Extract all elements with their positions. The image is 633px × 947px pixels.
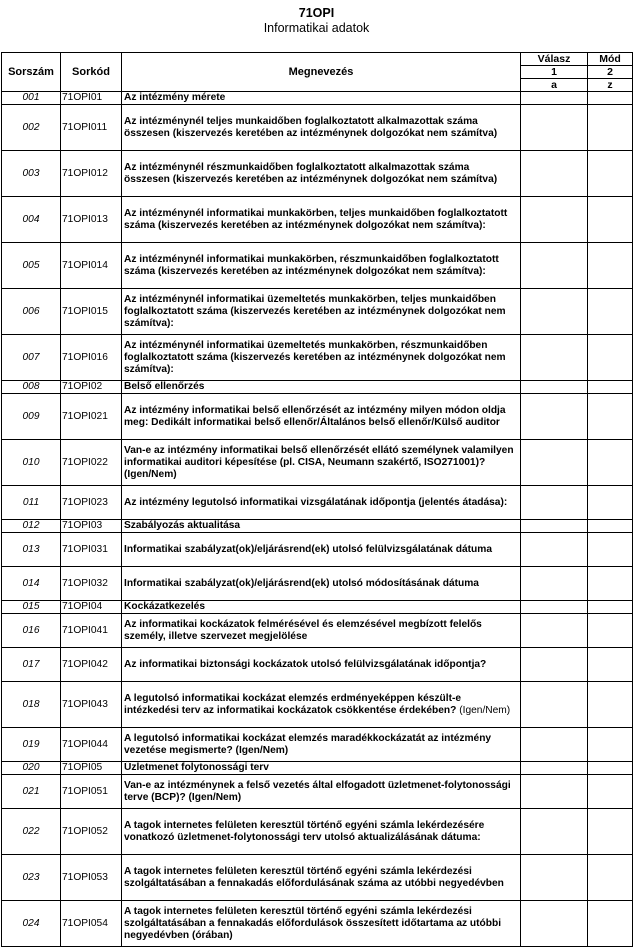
- row-sorszam: 021: [2, 775, 61, 809]
- row-sorkod: 71OPI02: [61, 381, 122, 394]
- row-megnevezes-text: Az intézménynél teljes munkaidőben foglalkoztatott alkalmazottak száma összesen (kiszervezés keretében az intézménynek dolgozókat nem számítva): [124, 115, 498, 139]
- row-megnevezes: [122, 335, 521, 381]
- row-megnevezes: [122, 394, 521, 440]
- row-mod-cell[interactable]: [588, 533, 633, 567]
- row-valasz-cell[interactable]: [521, 648, 588, 682]
- row-mod-cell[interactable]: [588, 809, 633, 855]
- row-mod-cell[interactable]: [588, 901, 633, 947]
- row-mod-cell[interactable]: [588, 567, 633, 601]
- row-valasz-cell[interactable]: [521, 682, 588, 728]
- row-megnevezes: [122, 775, 521, 809]
- row-valasz-cell[interactable]: [521, 440, 588, 486]
- row-valasz-cell[interactable]: [521, 855, 588, 901]
- row-megnevezes-text: Az intézmény informatikai belső ellenőrzését az intézmény milyen módon oldja meg: Dedikált informatikai belső ellenőr/Általános belső ellenőr/Külső auditor: [124, 404, 506, 428]
- row-mod-cell[interactable]: [588, 682, 633, 728]
- header-megnevezes: Megnevezés: [122, 53, 521, 92]
- row-megnevezes-text: A legutolsó informatikai kockázat elemzés maradékkockázatát az intézmény vezetése megismerte? (Igen/Nem): [124, 732, 492, 756]
- row-valasz-cell[interactable]: [521, 197, 588, 243]
- row-megnevezes: [122, 648, 521, 682]
- row-sorkod: 71OPI054: [61, 901, 122, 947]
- table-row: [2, 381, 633, 394]
- row-sorkod: 71OPI051: [61, 775, 122, 809]
- row-sorszam: 004: [2, 197, 61, 243]
- row-sorkod: 71OPI04: [61, 601, 122, 614]
- header-mod-number: 2: [588, 66, 633, 79]
- row-valasz-cell[interactable]: [521, 533, 588, 567]
- table-row: [2, 855, 633, 901]
- row-megnevezes-text: Az intézménynél informatikai üzemeltetés munkakörben, részmunkaidőben foglalkoztatott száma (kiszervezés keretében az intézménynek dolgozókat nem számítva):: [124, 339, 506, 375]
- row-valasz-cell[interactable]: [521, 381, 588, 394]
- row-sorszam: 008: [2, 381, 61, 394]
- row-valasz-cell[interactable]: [521, 901, 588, 947]
- row-megnevezes-text: A tagok internetes felületen keresztül történő egyéni számla lekérdezésére vonatkozó üzletmenet-folytonossági terv utolsó aktualizálásának dátuma:: [124, 819, 485, 843]
- row-sorkod: 71OPI053: [61, 855, 122, 901]
- table-row: [2, 243, 633, 289]
- row-sorszam: 003: [2, 151, 61, 197]
- row-sorkod: 71OPI052: [61, 809, 122, 855]
- row-megnevezes-text: Az intézmény mérete: [124, 92, 226, 103]
- row-megnevezes-text: Az informatikai biztonsági kockázatok utolsó felülvizsgálatának időpontja?: [124, 658, 487, 670]
- row-sorszam: 010: [2, 440, 61, 486]
- row-sorkod: 71OPI041: [61, 614, 122, 648]
- row-sorszam: 017: [2, 648, 61, 682]
- header-sorszam: Sorszám: [2, 53, 61, 92]
- table-body: [2, 92, 633, 947]
- row-sorszam: 024: [2, 901, 61, 947]
- row-megnevezes: [122, 682, 521, 728]
- row-sorkod: 71OPI032: [61, 567, 122, 601]
- row-sorszam: 018: [2, 682, 61, 728]
- row-megnevezes: [122, 809, 521, 855]
- row-valasz-cell[interactable]: [521, 567, 588, 601]
- row-megnevezes: [122, 567, 521, 601]
- row-megnevezes: [122, 486, 521, 520]
- table-row: [2, 520, 633, 533]
- row-megnevezes: [122, 728, 521, 762]
- row-megnevezes: [122, 243, 521, 289]
- row-megnevezes-text: A legutolsó informatikai kockázat elemzés erdményeképpen készült-e intézkedési terv az informatikai kockázatok csökkentése érdekében?: [124, 692, 462, 716]
- header-mod: Mód: [588, 53, 633, 66]
- row-valasz-cell[interactable]: [521, 762, 588, 775]
- row-megnevezes: [122, 855, 521, 901]
- row-mod-cell[interactable]: [588, 601, 633, 614]
- row-sorszam: 011: [2, 486, 61, 520]
- row-megnevezes: [122, 197, 521, 243]
- row-mod-cell[interactable]: [588, 197, 633, 243]
- row-sorszam: 009: [2, 394, 61, 440]
- row-sorkod: 71OPI031: [61, 533, 122, 567]
- row-megnevezes: [122, 151, 521, 197]
- row-megnevezes-text: Van-e az intézménynek a felső vezetés által elfogadott üzletmenet-folytonossági terve (BCP)? (Igen/Nem): [124, 779, 511, 803]
- row-mod-cell[interactable]: [588, 151, 633, 197]
- row-sorszam: 019: [2, 728, 61, 762]
- row-sorszam: 007: [2, 335, 61, 381]
- row-sorkod: 71OPI01: [61, 92, 122, 105]
- row-valasz-cell[interactable]: [521, 520, 588, 533]
- row-mod-cell[interactable]: [588, 648, 633, 682]
- table-row: [2, 775, 633, 809]
- row-sorszam: 023: [2, 855, 61, 901]
- form-code: 71OPI: [298, 6, 335, 20]
- row-mod-cell[interactable]: [588, 394, 633, 440]
- row-mod-cell[interactable]: [588, 614, 633, 648]
- row-valasz-cell[interactable]: [521, 289, 588, 335]
- row-sorszam: 020: [2, 762, 61, 775]
- row-sorszam: 012: [2, 520, 61, 533]
- row-valasz-cell[interactable]: [521, 394, 588, 440]
- row-megnevezes-text: Az informatikai kockázatok felmérésével és elemzésével megbízott felelős személy, illetve szervezet megjelölése: [124, 618, 482, 642]
- row-sorszam: 013: [2, 533, 61, 567]
- row-sorkod: 71OPI044: [61, 728, 122, 762]
- row-sorkod: 71OPI042: [61, 648, 122, 682]
- row-megnevezes-text: A tagok internetes felületen keresztül történő egyéni számla lekérdezési szolgáltatásában a fennakadás előfordulások összesített időtartama az utóbbi negyedévben (órában): [124, 905, 502, 941]
- row-sorkod: 71OPI016: [61, 335, 122, 381]
- table-row: [2, 440, 633, 486]
- row-mod-cell[interactable]: [588, 520, 633, 533]
- row-megnevezes-extra: (Igen/Nem): [459, 704, 511, 716]
- table-row: [2, 394, 633, 440]
- row-valasz-cell[interactable]: [521, 151, 588, 197]
- header-valasz-number: 1: [521, 66, 588, 79]
- row-sorkod: 71OPI05: [61, 762, 122, 775]
- table-row: [2, 762, 633, 775]
- row-megnevezes-text: Informatikai szabályzat(ok)/eljárásrend(ek) utolsó felülvizsgálatának dátuma: [124, 543, 492, 555]
- row-mod-cell[interactable]: [588, 486, 633, 520]
- header-sorkod: Sorkód: [61, 53, 122, 92]
- table-row: [2, 533, 633, 567]
- row-mod-cell[interactable]: [588, 335, 633, 381]
- row-mod-cell[interactable]: [588, 440, 633, 486]
- row-sorkod: 71OPI023: [61, 486, 122, 520]
- row-valasz-cell[interactable]: [521, 614, 588, 648]
- row-valasz-cell[interactable]: [521, 775, 588, 809]
- row-megnevezes: [122, 381, 521, 394]
- row-megnevezes: [122, 440, 521, 486]
- row-sorkod: 71OPI011: [61, 105, 122, 151]
- row-mod-cell[interactable]: [588, 92, 633, 105]
- row-valasz-cell[interactable]: [521, 601, 588, 614]
- table-row: [2, 197, 633, 243]
- row-megnevezes: [122, 105, 521, 151]
- table-row: [2, 648, 633, 682]
- row-megnevezes: [122, 92, 521, 105]
- form-title: Informatikai adatok: [263, 21, 370, 35]
- header-mod-letter: z: [588, 79, 633, 92]
- row-sorkod: 71OPI012: [61, 151, 122, 197]
- row-mod-cell[interactable]: [588, 289, 633, 335]
- row-megnevezes-text: Kockázatkezelés: [124, 601, 205, 612]
- row-megnevezes-text: Az intézménynél informatikai üzemeltetés munkakörben, teljes munkaidőben foglalkoztatott száma (kiszervezés keretében az intézménynek dolgozókat nem számítva):: [124, 293, 506, 329]
- table-row: [2, 92, 633, 105]
- row-sorszam: 016: [2, 614, 61, 648]
- row-valasz-cell[interactable]: [521, 92, 588, 105]
- row-megnevezes: [122, 762, 521, 775]
- table-row: [2, 289, 633, 335]
- row-mod-cell[interactable]: [588, 762, 633, 775]
- row-valasz-cell[interactable]: [521, 486, 588, 520]
- row-megnevezes: [122, 614, 521, 648]
- data-table: [1, 52, 633, 947]
- row-megnevezes-text: Üzletmenet folytonossági terv: [124, 762, 269, 773]
- row-mod-cell[interactable]: [588, 855, 633, 901]
- row-megnevezes-text: Az intézménynél informatikai munkakörben, részmunkaidőben foglalkoztatott száma (kiszervezés keretében az intézménynek dolgozókat nem számítva):: [124, 253, 499, 277]
- row-megnevezes-text: Az intézménynél részmunkaidőben foglalkoztatott alkalmazottak száma összesen (kiszervezés keretében az intézménynek dolgozókat nem számítva): [124, 161, 498, 185]
- row-mod-cell[interactable]: [588, 243, 633, 289]
- row-megnevezes: [122, 901, 521, 947]
- row-valasz-cell[interactable]: [521, 105, 588, 151]
- table-row: [2, 728, 633, 762]
- row-sorszam: 015: [2, 601, 61, 614]
- row-valasz-cell[interactable]: [521, 809, 588, 855]
- row-megnevezes-text: Van-e az intézmény informatikai belső ellenőrzését ellátó személynek valamilyen informatikai auditori képesítése (pl. CISA, Neumann szakértő, ISO271001)? (Igen/Nem): [124, 444, 514, 480]
- row-megnevezes-text: Az intézménynél informatikai munkakörben, teljes munkaidőben foglalkoztatott száma (kiszervezés keretében az intézménynek dolgozókat nem számítva):: [124, 207, 508, 231]
- row-sorkod: 71OPI014: [61, 243, 122, 289]
- row-sorkod: 71OPI03: [61, 520, 122, 533]
- row-sorszam: 002: [2, 105, 61, 151]
- row-mod-cell[interactable]: [588, 775, 633, 809]
- row-mod-cell[interactable]: [588, 381, 633, 394]
- row-valasz-cell[interactable]: [521, 728, 588, 762]
- header-valasz: Válasz: [521, 53, 588, 66]
- table-row: [2, 335, 633, 381]
- row-megnevezes-text: Az intézmény legutolsó informatikai vizsgálatának időpontja (jelentés átadása):: [124, 496, 508, 508]
- row-sorkod: 71OPI043: [61, 682, 122, 728]
- row-sorszam: 014: [2, 567, 61, 601]
- row-sorkod: 71OPI021: [61, 394, 122, 440]
- table-row: [2, 601, 633, 614]
- row-valasz-cell[interactable]: [521, 243, 588, 289]
- table-row: [2, 486, 633, 520]
- table-row: [2, 105, 633, 151]
- row-sorkod: 71OPI022: [61, 440, 122, 486]
- row-megnevezes-text: Informatikai szabályzat(ok)/eljárásrend(ek) utolsó módosításának dátuma: [124, 577, 479, 589]
- row-valasz-cell[interactable]: [521, 335, 588, 381]
- row-sorszam: 005: [2, 243, 61, 289]
- row-sorkod: 71OPI015: [61, 289, 122, 335]
- row-megnevezes-text: A tagok internetes felületen keresztül történő egyéni számla lekérdezési szolgáltatásában a fennakadás előfordulásának száma az utóbbi negyedévben: [124, 865, 504, 889]
- row-sorszam: 006: [2, 289, 61, 335]
- row-megnevezes: [122, 520, 521, 533]
- row-megnevezes: [122, 533, 521, 567]
- table-row: [2, 614, 633, 648]
- table-row: [2, 151, 633, 197]
- row-megnevezes-text: Szabályozás aktualitása: [124, 520, 241, 531]
- row-sorszam: 001: [2, 92, 61, 105]
- table-row: [2, 567, 633, 601]
- row-mod-cell[interactable]: [588, 105, 633, 151]
- table-row: [2, 901, 633, 947]
- row-megnevezes: [122, 289, 521, 335]
- row-megnevezes: [122, 601, 521, 614]
- table-row: [2, 682, 633, 728]
- row-mod-cell[interactable]: [588, 728, 633, 762]
- header-valasz-letter: a: [521, 79, 588, 92]
- table-row: [2, 809, 633, 855]
- row-megnevezes-text: Belső ellenőrzés: [124, 381, 205, 392]
- row-sorkod: 71OPI013: [61, 197, 122, 243]
- row-sorszam: 022: [2, 809, 61, 855]
